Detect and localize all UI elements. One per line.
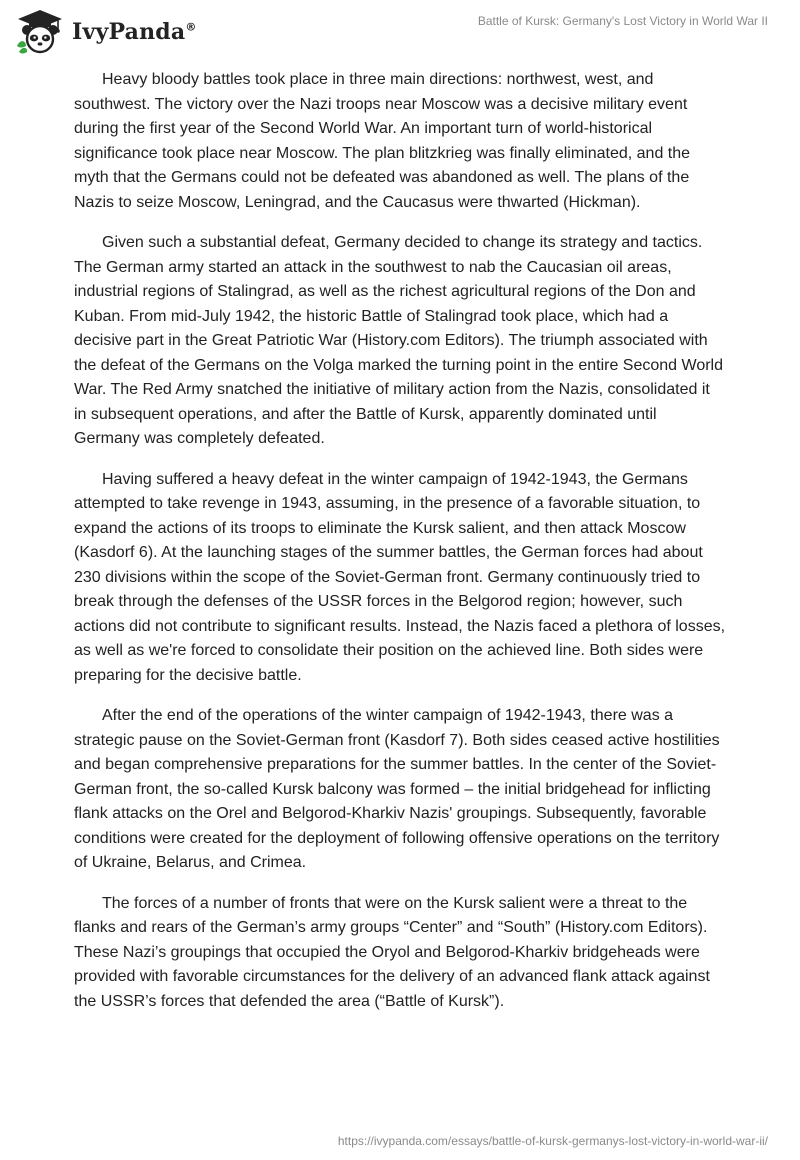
ivypanda-logo[interactable]: [14, 8, 197, 56]
paragraph: Heavy bloody battles took place in three main directions: northwest, west, and southwest. The victory over the Nazi troops near Moscow was a decisive military event during the first year of the Second World War. An important turn of world-historical significance took place near Moscow. The plan blitzkrieg was finally eliminated, and the myth that the Germans could not be defeated was abandoned as well. The plans of the Nazis to seize Moscow, Leningrad, and the Caucasus were thwarted (Hickman).: [74, 71, 691, 211]
source-url-link[interactable]: https://ivypanda.com/essays/battle-of-kursk-germanys-lost-victory-in-world-war-ii/: [337, 1134, 768, 1148]
document-title: Battle of Kursk: Germany's Lost Victory in World War II: [477, 14, 768, 28]
paragraph: The forces of a number of fronts that were on the Kursk salient were a threat to the flanks and rears of the German’s army groups “Center” and “South” (History.com Editors). These Nazi’s groupings that occupied the Oryol and Belgorod-Kharkiv bridgeheads were provided with favorable circumstances for the delivery of an advanced flank attack against the USSR’s forces that defended the area (“Battle of Kursk”).: [74, 894, 710, 1010]
paragraph: After the end of the operations of the winter campaign of 1942-1943, there was a strategic pause on the Soviet-German front (Kasdorf 7). Both sides ceased active hostilities and began comprehensive preparations for the summer battles. In the center of the Soviet-German front, the so-called Kursk balcony was formed – the initial bridgehead for inflicting flank attacks on the Orel and Belgorod-Kharkiv Nazis' groupings. Subsequently, favorable conditions were created for the deployment of following offensive operations on the territory of Ukraine, Belarus, and Crimea.: [74, 707, 720, 871]
paragraph: Having suffered a heavy defeat in the winter campaign of 1942-1943, the Germans attempted to take revenge in 1943, assuming, in the presence of a favorable situation, to expand the actions of its troops to eliminate the Kursk salient, and then attack Moscow (Kasdorf 6). At the launching stages of the summer battles, the German forces had about 230 divisions within the scope of the Soviet-German front. Germany continuously tried to break through the defenses of the USSR forces in the Belgorod region; however, such actions did not contribute to significant results. Instead, the Nazis faced a plethora of losses, as well as we're forced to consolidate their position on the achieved line. Both sides were preparing for the decisive battle.: [74, 470, 726, 684]
essay-body: [74, 68, 726, 1030]
page-header: [0, 0, 800, 64]
brand-name: IvyPanda®: [72, 19, 197, 45]
panda-graduate-logo-icon: [14, 8, 66, 56]
paragraph: Given such a substantial defeat, Germany decided to change its strategy and tactics. The German army started an attack in the southwest to nab the Caucasian oil areas, industrial regions of Stalingrad, as well as the richest agricultural regions of the Don and Kuban. From mid-July 1942, the historic Battle of Stalingrad took place, which had a decisive part in the Great Patriotic War (History.com Editors). The triumph associated with the defeat of the Germans on the Volga marked the turning point in the entire Second World War. The Red Army snatched the initiative of military action from the Nazis, consolidated it in subsequent operations, and after the Battle of Kursk, apparently dominated until Germany was completely defeated.: [74, 234, 723, 447]
registered-mark: ®: [185, 20, 197, 34]
